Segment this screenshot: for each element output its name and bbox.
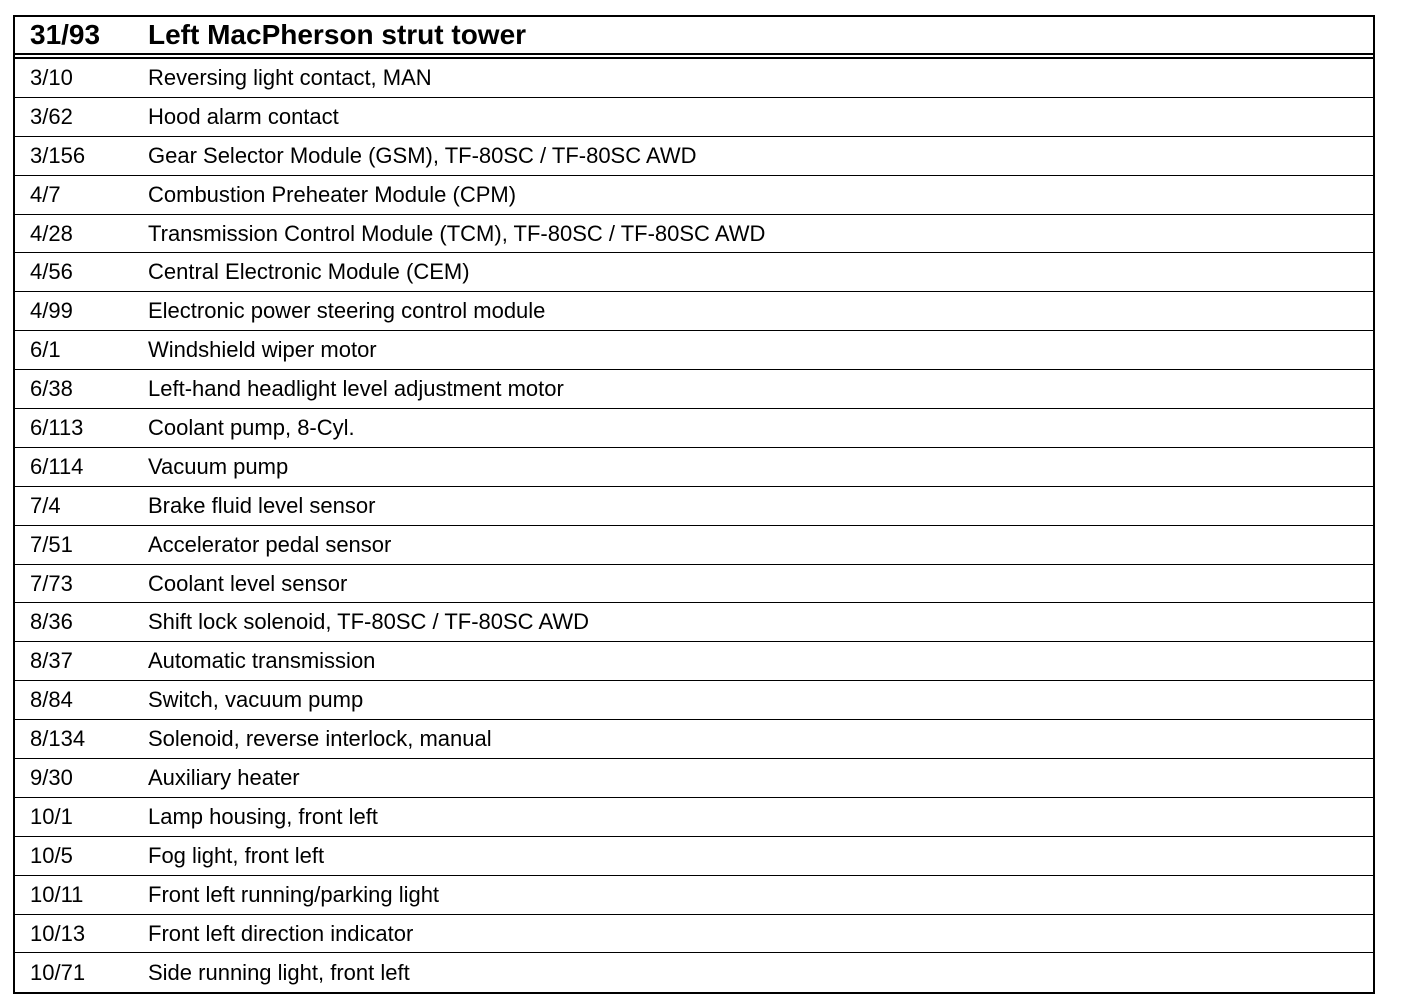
table-row <box>15 603 1373 642</box>
component-description: Automatic transmission <box>148 648 376 674</box>
component-description: Coolant level sensor <box>148 570 348 596</box>
component-code: 6/1 <box>30 337 61 363</box>
component-code: 4/28 <box>30 220 73 246</box>
component-description: Gear Selector Module (GSM), TF-80SC / TF-80SC AWD <box>148 142 697 168</box>
component-description: Switch, vacuum pump <box>148 687 364 713</box>
component-code: 8/134 <box>30 726 86 752</box>
component-description: Front left direction indicator <box>148 920 414 946</box>
table-row <box>15 642 1373 681</box>
table-row <box>15 253 1373 292</box>
component-code: 6/38 <box>30 376 73 402</box>
component-description: Coolant pump, 8-Cyl. <box>148 414 355 440</box>
table-row <box>15 876 1373 915</box>
component-code: 9/30 <box>30 764 73 790</box>
table-row <box>15 331 1373 370</box>
component-code: 6/113 <box>30 414 84 440</box>
component-description: Accelerator pedal sensor <box>148 531 392 557</box>
table-row <box>15 720 1373 759</box>
component-description: Combustion Preheater Module (CPM) <box>148 181 517 207</box>
table-row <box>15 798 1373 837</box>
header-title: Left MacPherson strut tower <box>148 19 527 50</box>
component-code: 8/36 <box>30 609 73 635</box>
component-code: 10/13 <box>30 920 86 946</box>
component-code: 3/10 <box>30 64 73 90</box>
component-description: Side running light, front left <box>148 959 410 985</box>
table-row <box>15 137 1373 176</box>
component-code: 7/4 <box>30 492 61 518</box>
component-description: Shift lock solenoid, TF-80SC / TF-80SC AWD <box>148 609 589 635</box>
table-row <box>15 59 1373 98</box>
table-row <box>15 681 1373 720</box>
component-code: 4/99 <box>30 298 73 324</box>
component-description: Left-hand headlight level adjustment motor <box>148 376 564 402</box>
component-description: Auxiliary heater <box>148 764 300 790</box>
table-header <box>15 17 1373 59</box>
table-body <box>15 59 1373 992</box>
table-row <box>15 176 1373 215</box>
table-row <box>15 409 1373 448</box>
table-row <box>15 215 1373 254</box>
component-code: 3/156 <box>30 142 86 168</box>
table-row <box>15 98 1373 137</box>
component-code: 10/11 <box>30 881 84 907</box>
component-code: 6/114 <box>30 453 84 479</box>
table-row <box>15 487 1373 526</box>
table-row <box>15 526 1373 565</box>
component-code: 4/7 <box>30 181 61 207</box>
component-code: 7/51 <box>30 531 73 557</box>
component-code: 10/71 <box>30 959 86 985</box>
component-code: 8/37 <box>30 648 73 674</box>
table-row <box>15 292 1373 331</box>
component-description: Central Electronic Module (CEM) <box>148 259 470 285</box>
component-code: 4/56 <box>30 259 73 285</box>
component-description: Reversing light contact, MAN <box>148 64 432 90</box>
component-code: 10/5 <box>30 842 73 868</box>
table-row <box>15 837 1373 876</box>
component-description: Transmission Control Module (TCM), TF-80SC / TF-80SC AWD <box>148 220 766 246</box>
component-description: Hood alarm contact <box>148 103 339 129</box>
table-row <box>15 759 1373 798</box>
table-row <box>15 370 1373 409</box>
table-row <box>15 448 1373 487</box>
component-code: 10/1 <box>30 803 73 829</box>
component-description: Front left running/parking light <box>148 881 440 907</box>
component-description: Electronic power steering control module <box>148 298 546 324</box>
component-description: Brake fluid level sensor <box>148 492 376 518</box>
component-table <box>13 15 1375 994</box>
table-row <box>15 953 1373 992</box>
component-description: Fog light, front left <box>148 842 325 868</box>
component-description: Windshield wiper motor <box>148 337 377 363</box>
component-code: 7/73 <box>30 570 73 596</box>
component-description: Vacuum pump <box>148 453 289 479</box>
component-description: Lamp housing, front left <box>148 803 378 829</box>
component-code: 3/62 <box>30 103 73 129</box>
header-code: 31/93 <box>30 19 101 50</box>
table-row <box>15 915 1373 954</box>
component-description: Solenoid, reverse interlock, manual <box>148 726 492 752</box>
table-row <box>15 565 1373 604</box>
component-code: 8/84 <box>30 687 73 713</box>
